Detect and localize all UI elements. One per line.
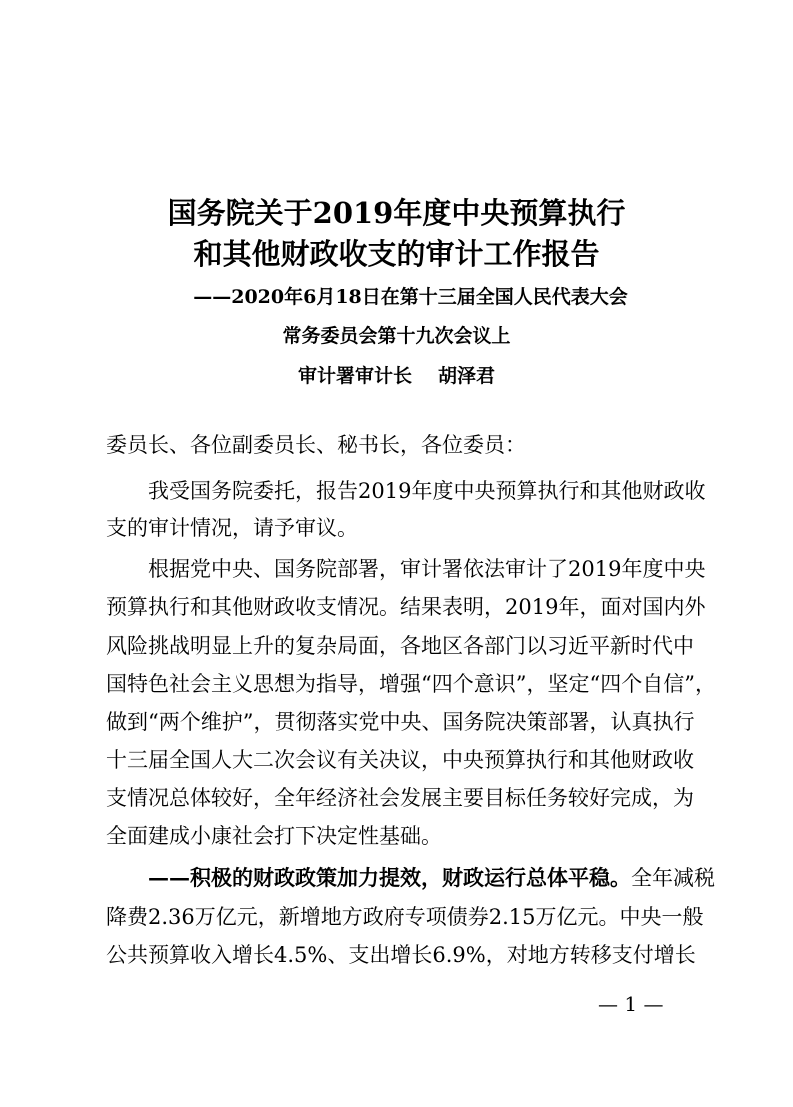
salutation: 委员长、各位副委员长、秘书长，各位委员： [106, 433, 526, 457]
report-subtitle-line-1: ——2020年6月18日在第十三届全国人民代表大会 [193, 286, 628, 308]
report-title-line-1: 国务院关于2019年度中央预算执行 [167, 196, 626, 230]
body-line: 公共预算收入增长4.5%、支出增长6.9%，对地方转移支付增长 [106, 943, 696, 967]
body-line: 全面建成小康社会打下决定性基础。 [106, 824, 442, 848]
section-heading: ——积极的财政政策加力提效，财政运行总体平稳。 [148, 865, 631, 890]
body-line-highlight [148, 862, 715, 894]
body-line: 我受国务院委托，报告2019年度中央预算执行和其他财政收 [148, 479, 706, 503]
speaker-line [0, 361, 793, 391]
report-subtitle-line-2: 常务委员会第十九次会议上 [282, 325, 511, 347]
body-line: 预算执行和其他财政收支情况。结果表明，2019年，面对国内外 [106, 595, 706, 619]
report-title-line-2: 和其他财政收支的审计工作报告 [193, 237, 600, 271]
speaker-title: 审计署审计长 [297, 365, 412, 387]
section-heading-rest: 全年减税 [631, 866, 715, 890]
body-line: 支的审计情况，请予审议。 [106, 516, 358, 540]
body-line: 降费2.36万亿元，新增地方政府专项债券2.15万亿元。中央一般 [106, 905, 704, 929]
body-line: 根据党中央、国务院部署，审计署依法审计了2019年度中央 [148, 557, 706, 581]
page-number: — 1 — [598, 992, 664, 1016]
body-line: 十三届全国人大二次会议有关决议，中央预算执行和其他财政收 [106, 748, 694, 772]
body-line: 风险挑战明显上升的复杂局面，各地区各部门以习近平新时代中 [106, 634, 694, 658]
body-line: 做到“两个维护”，贯彻落实党中央、国务院决策部署，认真执行 [106, 710, 695, 734]
body-line: 支情况总体较好，全年经济社会发展主要目标任务较好完成，为 [106, 786, 694, 810]
speaker-name: 胡泽君 [438, 365, 496, 387]
body-line: 国特色社会主义思想为指导，增强“四个意识”，坚定“四个自信”， [106, 672, 716, 696]
